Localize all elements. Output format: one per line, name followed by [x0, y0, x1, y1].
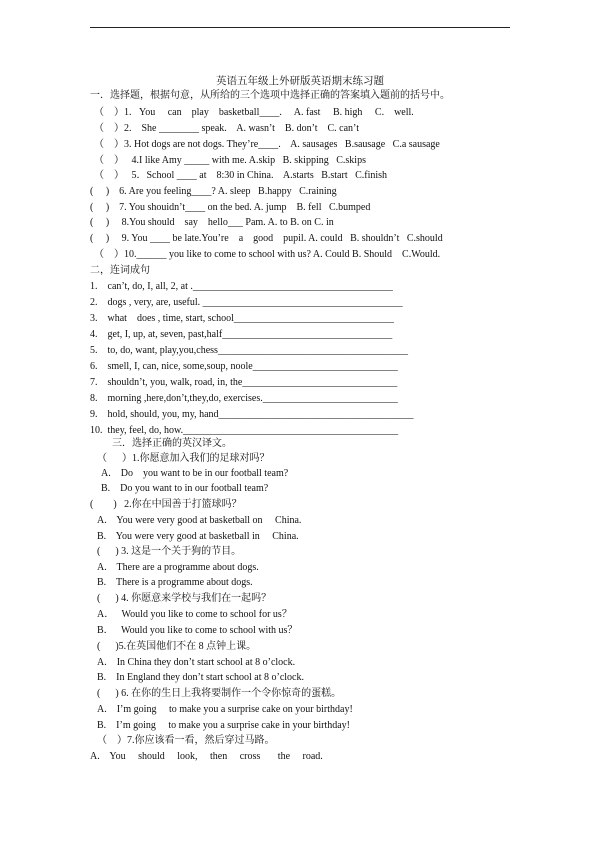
word-order-8: 8. morning ,here,don’t,they,do, exercises.___________________________ — [90, 393, 398, 404]
choice-question-7: ( ) 7. You shouidn’t____ on the bed. A. jump B. fell C.bumped — [90, 202, 371, 213]
choice-question-8: ( ) 8.You should say hello___ Pam. A. to B. on C. in — [90, 217, 334, 228]
translation-1-option-a: A. Do you want to be in our football team? — [101, 468, 289, 479]
choice-question-3: （ ）3. Hot dogs are not dogs. They’re____. A. sausages B.sausage C.a sausage — [94, 139, 440, 150]
translation-3-option-a: A. There are a programme about dogs. — [97, 562, 259, 573]
word-order-10: 10. they, feel, do, how.___________________________________________ — [90, 425, 399, 436]
word-order-1: 1. can’t, do, I, all, 2, at .________________________________________ — [90, 281, 393, 292]
translation-5-option-b: B. In England they don’t start school at 8 o’clock. — [97, 672, 304, 683]
translation-6-option-a: A. I’m going to make you a surprise cake on your birthday! — [97, 704, 353, 715]
choice-question-9: ( ) 9. You ____ be late.You’re a good pupil. A. could B. shouldn’t C.should — [90, 233, 443, 244]
choice-question-5: （ ） 5．School ____ at 8:30 in China. A.starts B.start C.finish — [94, 170, 388, 181]
translation-question-2: ( ) 2.你在中国善于打篮球吗？ — [90, 499, 242, 510]
translation-7-option-a: A. You should look, then cross the road. — [90, 751, 323, 762]
choice-question-2: （ ）2. She ________ speak. A. wasn’t B. don’t C. can’t — [94, 123, 359, 134]
page-title: 英语五年级上外研版英语期末练习题 — [216, 76, 384, 87]
translation-question-5: ( )5.在英国他们不在 8 点钟上课。 — [97, 641, 257, 652]
word-order-2: 2. dogs , very, are, useful. ________________________________________ — [90, 297, 403, 308]
translation-2-option-b: B. You were very good at basketball in China. — [97, 531, 299, 542]
section3-heading: 三．选择正确的英汉译文。 — [112, 438, 232, 449]
choice-question-6: ( ) 6. Are you feeling____? A. sleep B.happy C.raining — [90, 186, 337, 197]
translation-question-1: （ ）1.你愿意加入我们的足球对吗？ — [97, 453, 270, 464]
translation-5-option-a: A. In China they don’t start school at 8 o’clock. — [97, 657, 296, 668]
section2-heading: 二，连词成句 — [90, 265, 150, 276]
translation-question-6: ( ) 6. 在你的生日上我将要制作一个令你惊奇的蛋糕。 — [97, 688, 342, 699]
translation-4-option-b: B． Would you like to come to school with us？ — [97, 625, 298, 636]
word-order-5: 5. to, do, want, play,you,chess______________________________________ — [90, 345, 408, 356]
top-rule — [90, 27, 510, 28]
choice-question-1: （ ）1. You can play basketball____. A. fast B. high C. well. — [94, 107, 414, 118]
translation-question-4: ( ) 4. 你愿意来学校与我们在一起吗？ — [97, 593, 272, 604]
section1-heading: 一．选择题，根据句意，从所给的三个选项中选择正确的答案填入题前的括号中。 — [90, 90, 450, 101]
choice-question-4: （ ） 4.I like Amy _____ with me. A.skip B. skipping C.skips — [94, 155, 366, 166]
word-order-9: 9. hold, should, you, my, hand_______________________________________ — [90, 409, 414, 420]
translation-3-option-b: B. There is a programme about dogs. — [97, 577, 253, 588]
translation-6-option-b: B. I’m going to make you a surprise cake in your birthday! — [97, 720, 350, 731]
translation-2-option-a: A. You were very good at basketball on China. — [97, 515, 302, 526]
word-order-7: 7. shouldn’t, you, walk, road, in, the_______________________________ — [90, 377, 398, 388]
word-order-4: 4. get, I, up, at, seven, past,half__________________________________ — [90, 329, 393, 340]
translation-4-option-a: A． Would you like to come to school for us？ — [97, 609, 292, 620]
translation-question-7: （ ）7.你应该看一看，然后穿过马路。 — [97, 735, 275, 746]
choice-question-10: （ ）10.______ you like to come to school with us? A. Could B. Should C.Would. — [94, 249, 441, 260]
word-order-6: 6. smell, I, can, nice, some,soup, noole_____________________________ — [90, 361, 398, 372]
translation-1-option-b: B. Do you want to in our football team? — [101, 483, 269, 494]
translation-question-3: ( ) 3. 这是一个关于狗的节目。 — [97, 546, 242, 557]
word-order-3: 3. what does , time, start, school________________________________ — [90, 313, 394, 324]
